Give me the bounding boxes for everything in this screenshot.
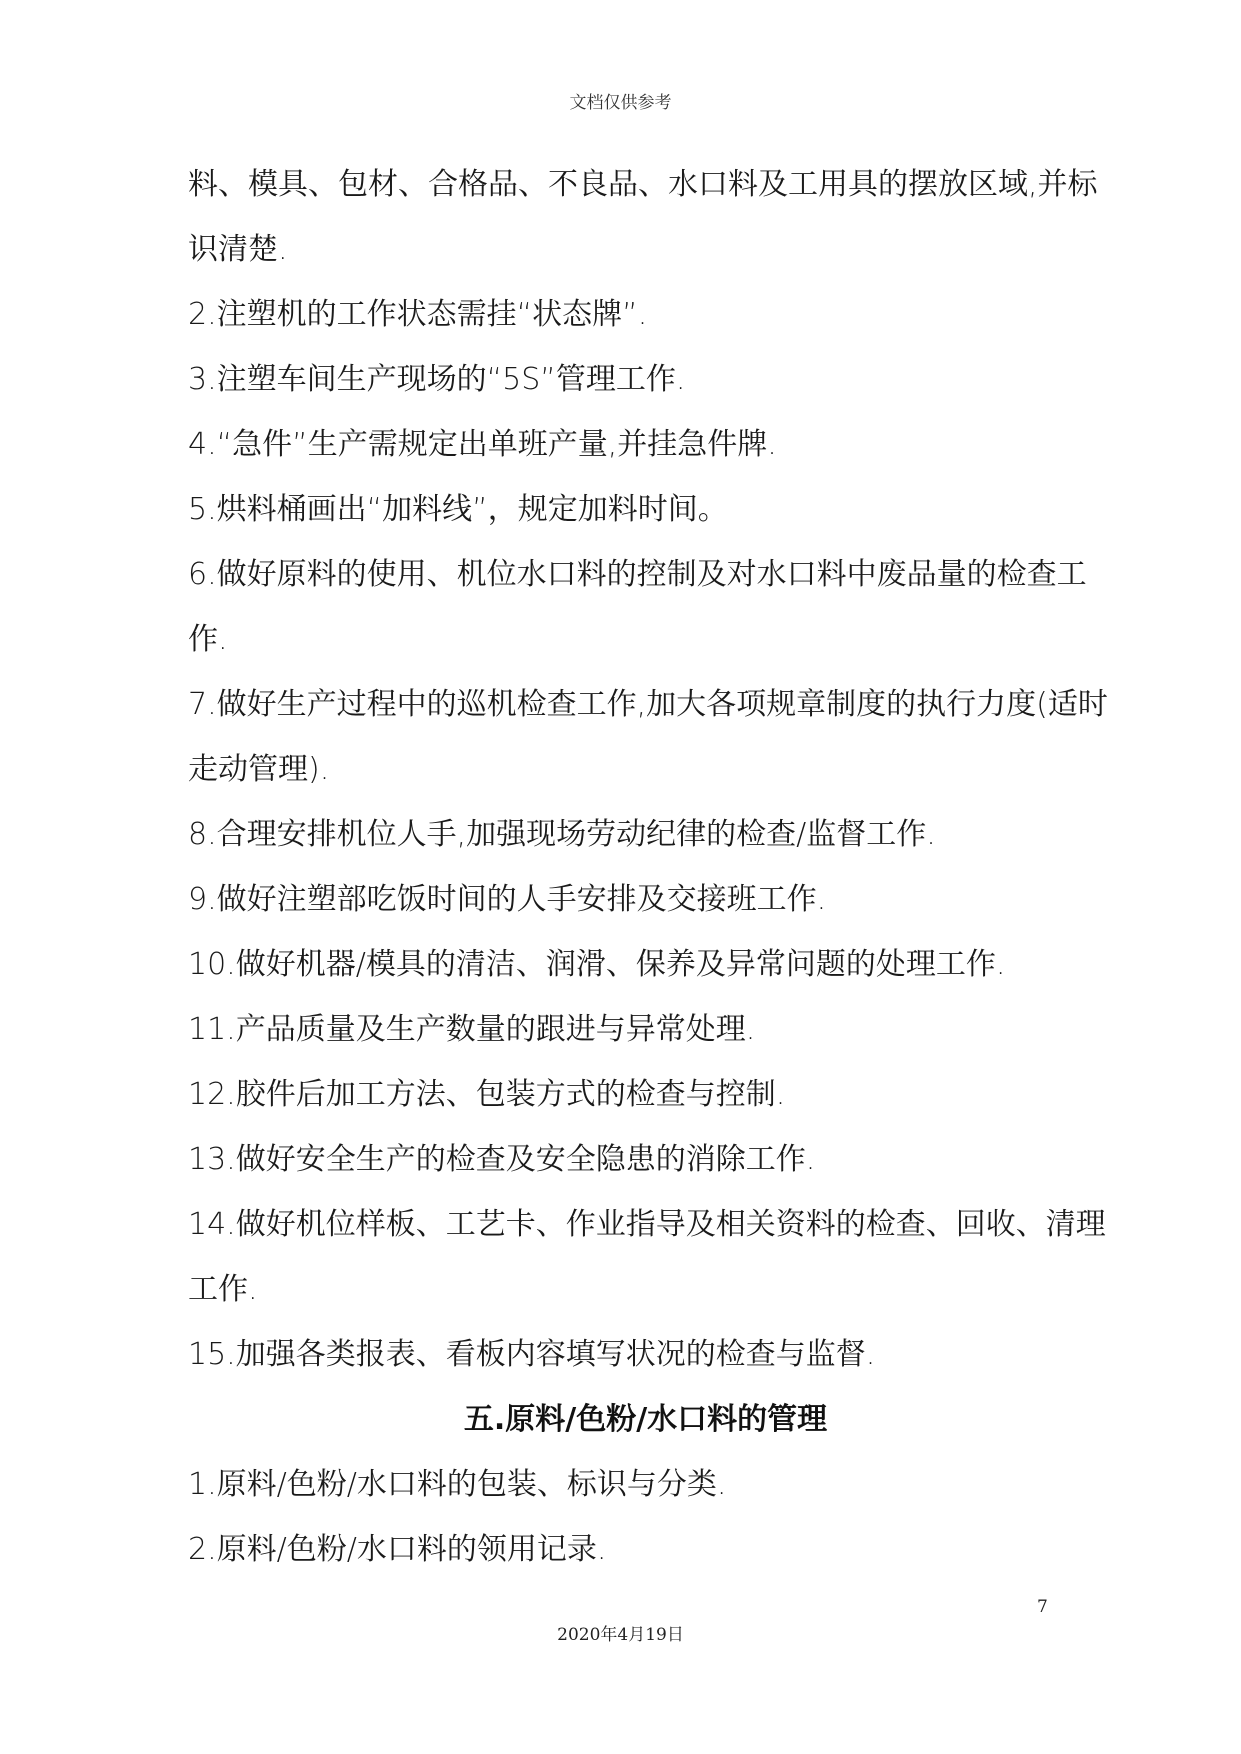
text-line: 13.做好安全生产的检查及安全隐患的消除工作. [188,1142,816,1177]
document-body [188,152,1108,1582]
text-line: 10.做好机器/模具的清洁、润滑、保养及异常问题的处理工作. [188,947,1006,982]
section-heading: 五.原料/色粉/水口料的管理 [463,1402,828,1437]
text-line: 3.注塑车间生产现场的“5S”管理工作. [188,362,686,397]
text-line: 识清楚. [188,232,288,267]
text-line: 走动管理). [188,752,330,787]
text-line: 6.做好原料的使用、机位水口料的控制及对水口料中废品量的检查工 [188,557,1087,592]
text-line: 5.烘料桶画出“加料线”，规定加料时间。 [188,492,728,527]
text-line: 2.原料/色粉/水口料的领用记录. [188,1532,607,1567]
text-line: 1.原料/色粉/水口料的包装、标识与分类. [188,1467,727,1502]
text-line: 14.做好机位样板、工艺卡、作业指导及相关资料的检查、回收、清理 [188,1207,1106,1242]
text-line: 9.做好注塑部吃饭时间的人手安排及交接班工作. [188,882,827,917]
text-line: 7.做好生产过程中的巡机检查工作,加大各项规章制度的执行力度(适时 [188,687,1108,722]
text-line: 工作. [188,1272,258,1307]
page-number: 7 [1037,1597,1048,1617]
page-footer-date: 2020年4月19日 [557,1625,684,1645]
text-line: 作. [188,622,228,657]
text-line: 2.注塑机的工作状态需挂“状态牌”. [188,297,648,332]
text-line: 4.“急件”生产需规定出单班产量,并挂急件牌. [188,427,777,462]
text-line: 料、模具、包材、合格品、不良品、水口料及工用具的摆放区域,并标 [188,167,1098,202]
text-line: 11.产品质量及生产数量的跟进与异常处理. [188,1012,756,1047]
text-line: 12.胶件后加工方法、包装方式的检查与控制. [188,1077,786,1112]
text-line: 8.合理安排机位人手,加强现场劳动纪律的检查/监督工作. [188,817,936,852]
page-header: 文档仅供参考 [569,93,672,113]
text-line: 15.加强各类报表、看板内容填写状况的检查与监督. [188,1337,876,1372]
